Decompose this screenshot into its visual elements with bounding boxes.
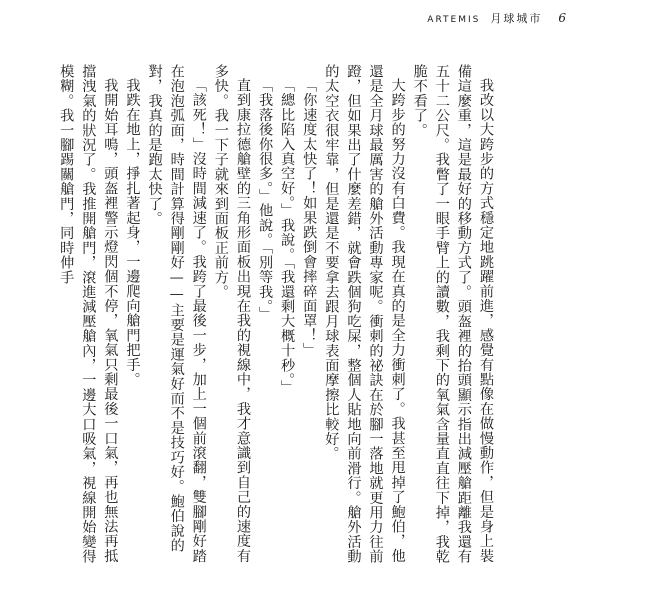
- paragraph: 「你速度太快了！如果跌倒會摔碎面罩！」: [301, 78, 318, 358]
- running-header: [427, 10, 567, 26]
- paragraph: 大跨步的努力沒有白費。我現在真的是全力衝刺了。我甚至甩掉了鮑伯，他還是全月球最厲害的艙外活動專家呢。衝刺的祕訣在於腳一落地就更用力往前蹬，但如果出了什麼差錯，就會跌個狗吃屎，整個人貼地向前滑行。艙外活動的太空衣很牢靠，但是還是不要拿去跟月球表面摩擦比較好。: [323, 64, 406, 564]
- paragraph: 直到康拉德艙壁的三角形面板出現在我的視線中，我才意識到自己的速度有多快。我一下子就來到面板正前方。: [212, 64, 251, 564]
- body-text: [58, 64, 497, 576]
- book-title: 月球城市: [490, 12, 543, 25]
- paragraph: 「我落後你很多。」他說。「別等我。」: [257, 78, 274, 322]
- paragraph: 我改以大跨步的方式穩定地跳躍前進，感覺有點像在做慢動作，但是身上裝備這麼重，這是最好的移動方式了。頭盔裡的抬頭顯示指出減壓艙距離我還有五十二公尺。我瞥了一眼手臂上的讀數，我剩下的氧氣含量直直往下掉，我乾脆不看了。: [411, 64, 494, 564]
- paragraph: 「該死！」沒時間減速了。我跨了最後一步，加上一個前滾翻，雙腳剛好踏在泡泡弧面，時間計算得剛剛好——主要是運氣好而不是技巧好。鮑伯說的對，我真的是跑太快了。: [146, 64, 207, 564]
- paragraph: 我開始耳鳴，頭盔裡警示燈閃個不停，氧氣只剩最後一口氣，再也無法再抵擋洩氣的狀況了。我推開艙門，滾進減壓艙內，一邊大口吸氣，視線開始變得模糊。我一腳踢關艙門，同時伸手: [58, 64, 119, 564]
- paragraph: 「總比陷入真空好。」我說。「我還剩大概十秒。」: [279, 78, 296, 395]
- paragraph: 我跌在地上，掙扎著起身，一邊爬向艙門把手。: [124, 78, 141, 387]
- series-name: ARTEMIS: [427, 15, 481, 25]
- page-number: 6: [558, 11, 567, 25]
